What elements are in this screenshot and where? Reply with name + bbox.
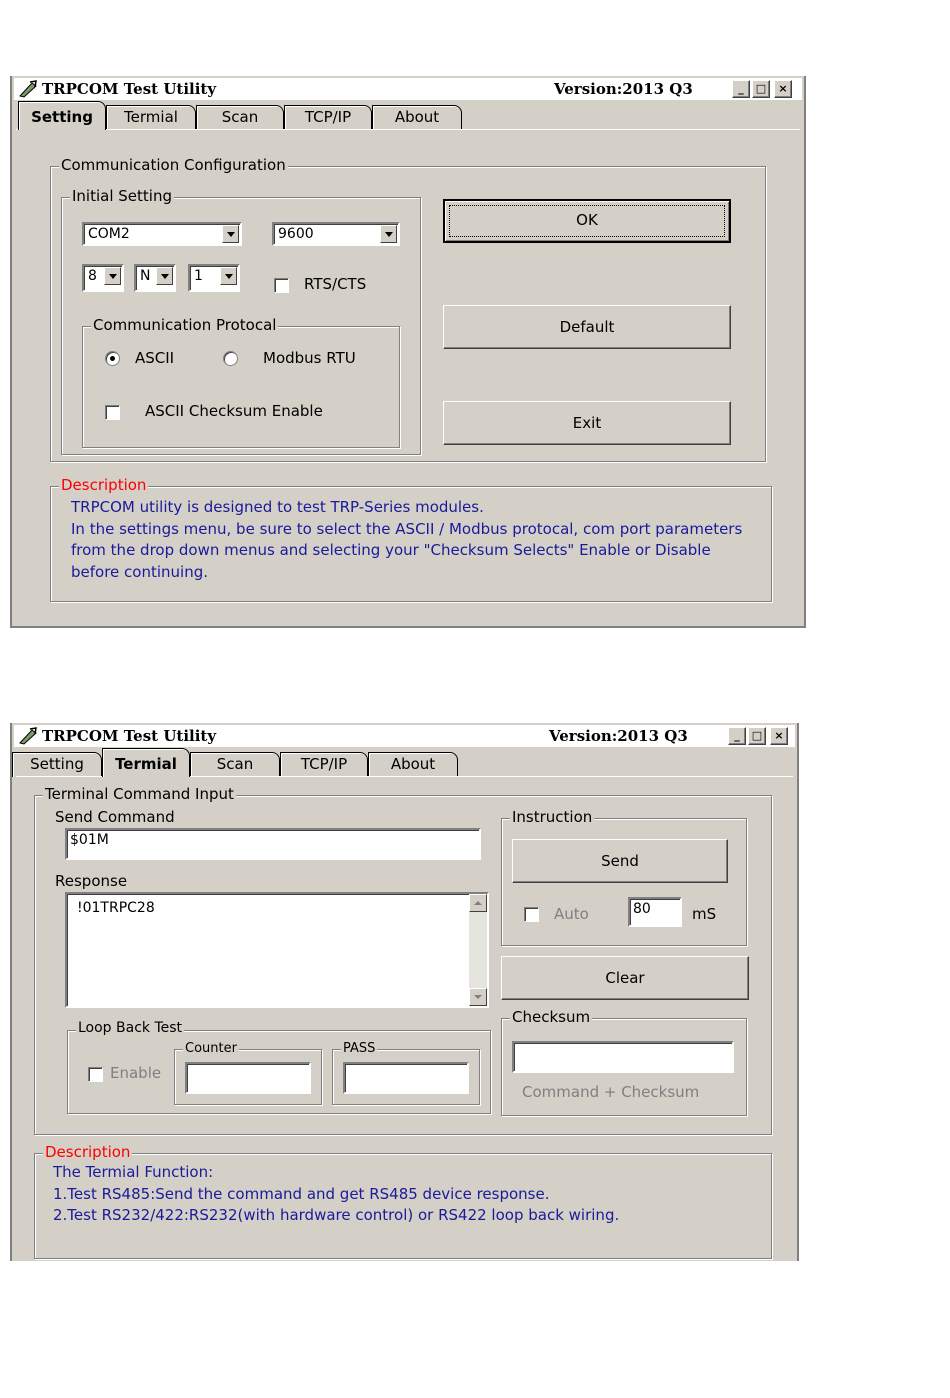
instruction-group (501, 808, 747, 946)
maximize-icon: □ (755, 82, 767, 95)
send-button[interactable] (512, 839, 728, 883)
parity-select[interactable] (134, 264, 176, 292)
minimize-icon: _ (738, 82, 744, 95)
pass-group (332, 1041, 480, 1105)
data-bits-value: 8 (88, 268, 97, 284)
checksum-group (501, 1008, 747, 1116)
close-icon: × (778, 82, 788, 95)
modbus-radio[interactable] (223, 351, 238, 366)
scroll-down-button[interactable] (469, 988, 487, 1006)
send-command-label: Send Command (55, 808, 175, 826)
interval-input[interactable]: 80 (628, 897, 682, 927)
response-value: !01TRPC28 (77, 900, 155, 916)
chevron-up-icon (470, 895, 486, 911)
chevron-down-icon[interactable] (104, 267, 121, 285)
send-command-input[interactable]: $01M (65, 828, 481, 860)
response-scrollbar[interactable] (469, 894, 487, 1006)
exit-label: Exit (572, 414, 602, 432)
send-label: Send (601, 852, 639, 870)
description-text (53, 1162, 619, 1227)
minimize-button[interactable] (728, 727, 746, 745)
auto-label: Auto (554, 905, 589, 923)
close-button[interactable] (770, 727, 788, 745)
port-select[interactable] (82, 222, 242, 246)
loopback-enable-label: Enable (110, 1064, 162, 1082)
stop-bits-value: 1 (194, 268, 203, 284)
description-group (34, 1143, 772, 1259)
interval-unit: mS (692, 905, 717, 923)
minimize-button[interactable] (732, 80, 750, 98)
comm-config-label: Communication Configuration (61, 156, 286, 174)
chevron-down-icon (470, 989, 486, 1005)
title-bar (14, 725, 795, 747)
ascii-label: ASCII (135, 349, 175, 367)
terminal-input-group (34, 785, 772, 1135)
description-label: Description (61, 476, 147, 494)
ok-button[interactable] (443, 199, 731, 243)
window-title: TRPCOM Test Utility (42, 80, 217, 98)
default-button[interactable] (443, 305, 731, 349)
clear-button[interactable] (501, 956, 749, 1000)
description-line: 1.Test RS485:Send the command and get RS485 device response. (53, 1184, 550, 1203)
close-button[interactable] (774, 80, 792, 98)
setting-window (10, 76, 806, 628)
rtscts-checkbox[interactable] (274, 278, 289, 293)
baud-value: 9600 (278, 226, 314, 242)
comm-config-group (50, 156, 766, 462)
data-bits-select[interactable] (82, 264, 124, 292)
tab-scan[interactable]: Scan (190, 752, 280, 777)
stop-bits-select[interactable] (188, 264, 240, 292)
description-line: before continuing. (71, 562, 208, 581)
description-line: The Termial Function: (53, 1163, 214, 1181)
modbus-label: Modbus RTU (263, 349, 356, 367)
checksum-label: Checksum (512, 1008, 591, 1026)
tab-terminal[interactable]: Termial (102, 748, 190, 777)
checksum-hint: Command + Checksum (522, 1083, 700, 1101)
rtscts-label: RTS/CTS (304, 275, 367, 293)
tab-tcpip[interactable]: TCP/IP (284, 105, 372, 130)
app-icon (18, 727, 38, 745)
description-line: TRPCOM utility is designed to test TRP-Series modules. (71, 498, 484, 516)
maximize-button[interactable] (752, 80, 770, 98)
tab-scan[interactable]: Scan (196, 105, 284, 130)
chevron-down-icon[interactable] (222, 225, 239, 243)
auto-checkbox[interactable] (524, 907, 539, 922)
window-title: TRPCOM Test Utility (42, 727, 217, 745)
tab-about[interactable]: About (372, 105, 462, 130)
ascii-radio[interactable] (105, 351, 120, 366)
app-icon (18, 80, 38, 98)
instruction-label: Instruction (512, 808, 593, 826)
close-icon: × (774, 729, 784, 742)
initial-setting-group (61, 187, 421, 455)
maximize-icon: □ (751, 729, 763, 742)
title-bar (14, 78, 802, 100)
description-line: from the drop down menus and selecting your "Checksum Selects" Enable or Disable (71, 541, 711, 559)
tab-divider (16, 129, 800, 130)
ok-label: OK (576, 211, 598, 229)
description-group (50, 476, 772, 602)
counter-field (185, 1062, 311, 1094)
scroll-up-button[interactable] (469, 894, 487, 912)
pass-field (343, 1062, 469, 1094)
exit-button[interactable] (443, 401, 731, 445)
ascii-checksum-label: ASCII Checksum Enable (145, 402, 323, 420)
counter-label: Counter (185, 1041, 237, 1056)
chevron-down-icon[interactable] (380, 225, 397, 243)
minimize-icon: _ (734, 729, 740, 742)
tab-setting[interactable]: Setting (12, 752, 102, 777)
counter-group (174, 1041, 322, 1105)
response-label: Response (55, 872, 128, 890)
ascii-checksum-checkbox[interactable] (105, 405, 120, 420)
protocol-label: Communication Protocal (93, 316, 277, 334)
tab-setting[interactable]: Setting (18, 101, 106, 130)
tab-tcpip[interactable]: TCP/IP (280, 752, 368, 777)
description-line: In the settings menu, be sure to select the ASCII / Modbus protocal, com port parameters (71, 519, 743, 538)
version-label: Version:2013 Q3 (554, 80, 693, 98)
chevron-down-icon[interactable] (220, 267, 237, 285)
default-label: Default (559, 318, 615, 336)
loopback-group (67, 1020, 491, 1114)
baud-select[interactable] (272, 222, 400, 246)
loopback-label: Loop Back Test (78, 1020, 183, 1036)
version-label: Version:2013 Q3 (549, 727, 688, 745)
protocol-group (82, 316, 400, 448)
loopback-enable-checkbox[interactable] (88, 1067, 103, 1082)
maximize-button[interactable] (748, 727, 766, 745)
response-textarea[interactable] (65, 892, 489, 1008)
tab-terminal[interactable]: Termial (106, 105, 196, 130)
description-line: 2.Test RS232/422:RS232(with hardware control) or RS422 loop back wiring. (53, 1206, 620, 1224)
clear-label: Clear (605, 969, 645, 987)
parity-value: N (140, 268, 151, 284)
focus-rect (449, 205, 725, 237)
description-text (71, 497, 742, 583)
tab-about[interactable]: About (368, 752, 458, 777)
initial-setting-label: Initial Setting (72, 187, 172, 205)
terminal-window (10, 723, 799, 1261)
terminal-input-label: Terminal Command Input (45, 785, 234, 803)
port-value: COM2 (88, 226, 130, 242)
chevron-down-icon[interactable] (156, 267, 173, 285)
pass-label: PASS (343, 1041, 376, 1056)
description-label: Description (45, 1143, 131, 1161)
checksum-field[interactable] (512, 1041, 734, 1073)
